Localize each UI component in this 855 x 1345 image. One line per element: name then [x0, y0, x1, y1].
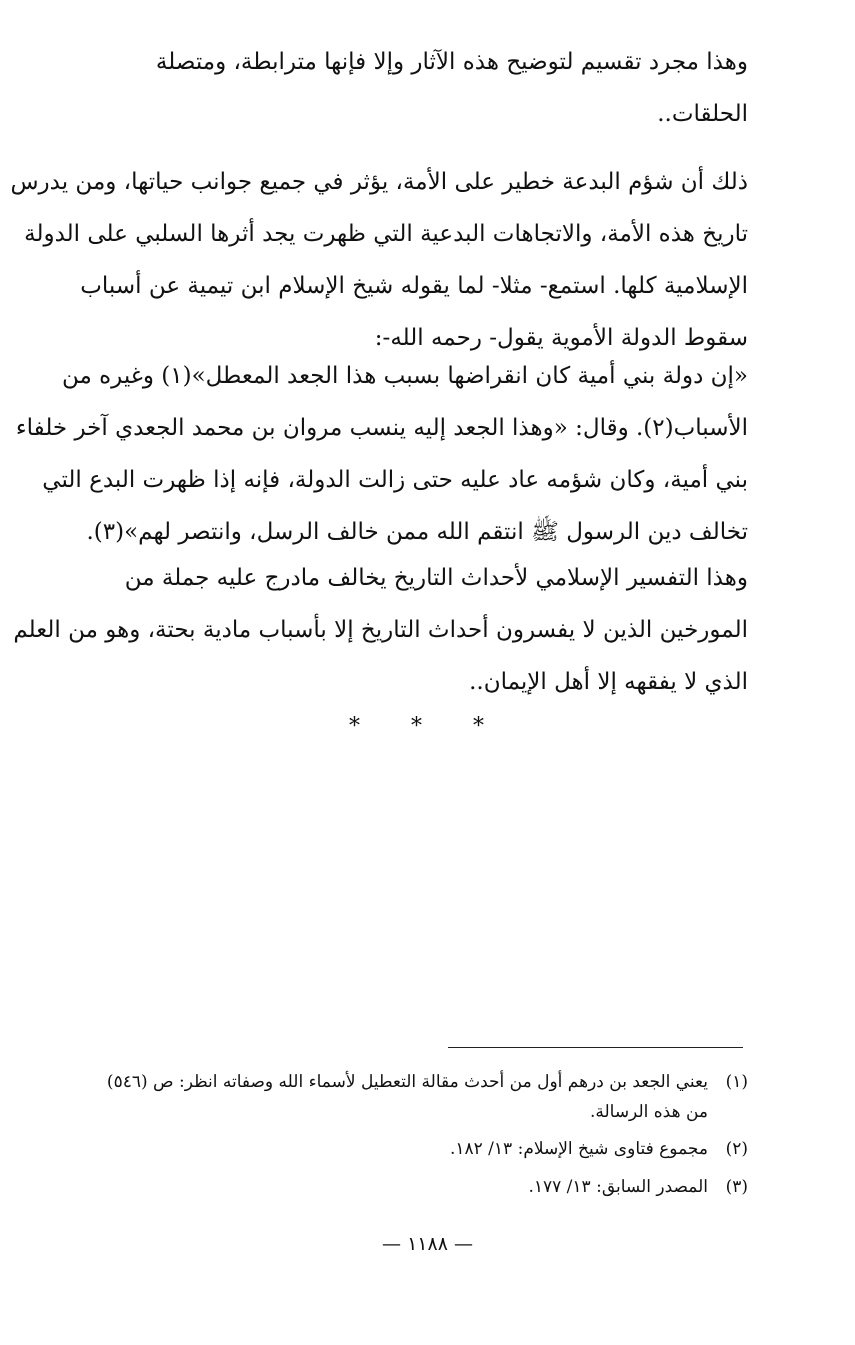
paragraph-2 [10, 156, 748, 364]
footnote-2 [30, 1134, 748, 1164]
paragraph-3 [15, 350, 748, 558]
footnote-number: (٣) [725, 1177, 748, 1197]
footnote-number: (١) [725, 1072, 748, 1092]
text-line: الذي لا يفقهه إلا أهل الإيمان.. [469, 669, 748, 695]
footnote-text: من هذه الرسالة. [589, 1102, 708, 1122]
text-line: الأسباب(٢). وقال: «وهذا الجعد إليه ينسب مروان بن محمد الجعدي آخر خلفاء [15, 415, 748, 441]
footnote-text: مجموع فتاوى شيخ الإسلام: ١٣/ ١٨٢. [449, 1139, 708, 1159]
text-line: بني أمية، وكان شؤمه عاد عليه حتى زالت الدولة، فإنه إذا ظهرت البدع التي [42, 467, 748, 493]
page-number: — ١١٨٨ — [382, 1233, 473, 1255]
footnote-1 [30, 1067, 748, 1127]
text-line: «إن دولة بني أمية كان انقراضها بسبب هذا الجعد المعطل»(١) وغيره من [61, 363, 748, 389]
footnote-number: (٢) [725, 1139, 748, 1159]
text-line: المورخين الذين لا يفسرون أحداث التاريخ إلا بأسباب مادية بحتة، وهو من العلم [13, 617, 748, 643]
paragraph-4 [13, 552, 748, 708]
text-line: تخالف دين الرسول ﷺ انتقم الله ممن خالف الرسل، وانتصر لهم»(٣). [86, 519, 748, 545]
footnote-text: المصدر السابق: ١٣/ ١٧٧. [528, 1177, 708, 1197]
paragraph-1 [48, 36, 748, 140]
section-separator: * * * [349, 714, 506, 739]
text-line: ذلك أن شؤم البدعة خطير على الأمة، يؤثر في جميع جوانب حياتها، ومن يدرس [10, 169, 748, 195]
text-line: سقوط الدولة الأموية يقول- رحمه الله-: [374, 325, 748, 351]
footnote-3 [30, 1172, 748, 1202]
footnote-divider [448, 1047, 743, 1048]
text-line: الإسلامية كلها. استمع- مثلا- لما يقوله شيخ الإسلام ابن تيمية عن أسباب [80, 273, 748, 299]
text-line: الحلقات.. [657, 101, 748, 127]
text-line: وهذا مجرد تقسيم لتوضيح هذه الآثار وإلا فإنها مترابطة، ومتصلة [155, 49, 748, 75]
footnote-text: يعني الجعد بن درهم أول من أحدث مقالة التعطيل لأسماء الله وصفاته انظر: ص (٥٤٦) [106, 1072, 708, 1092]
text-line: وهذا التفسير الإسلامي لأحداث التاريخ يخالف مادرج عليه جملة من [124, 565, 748, 591]
text-line: تاريخ هذه الأمة، والاتجاهات البدعية التي ظهرت يجد أثرها السلبي على الدولة [24, 221, 748, 247]
